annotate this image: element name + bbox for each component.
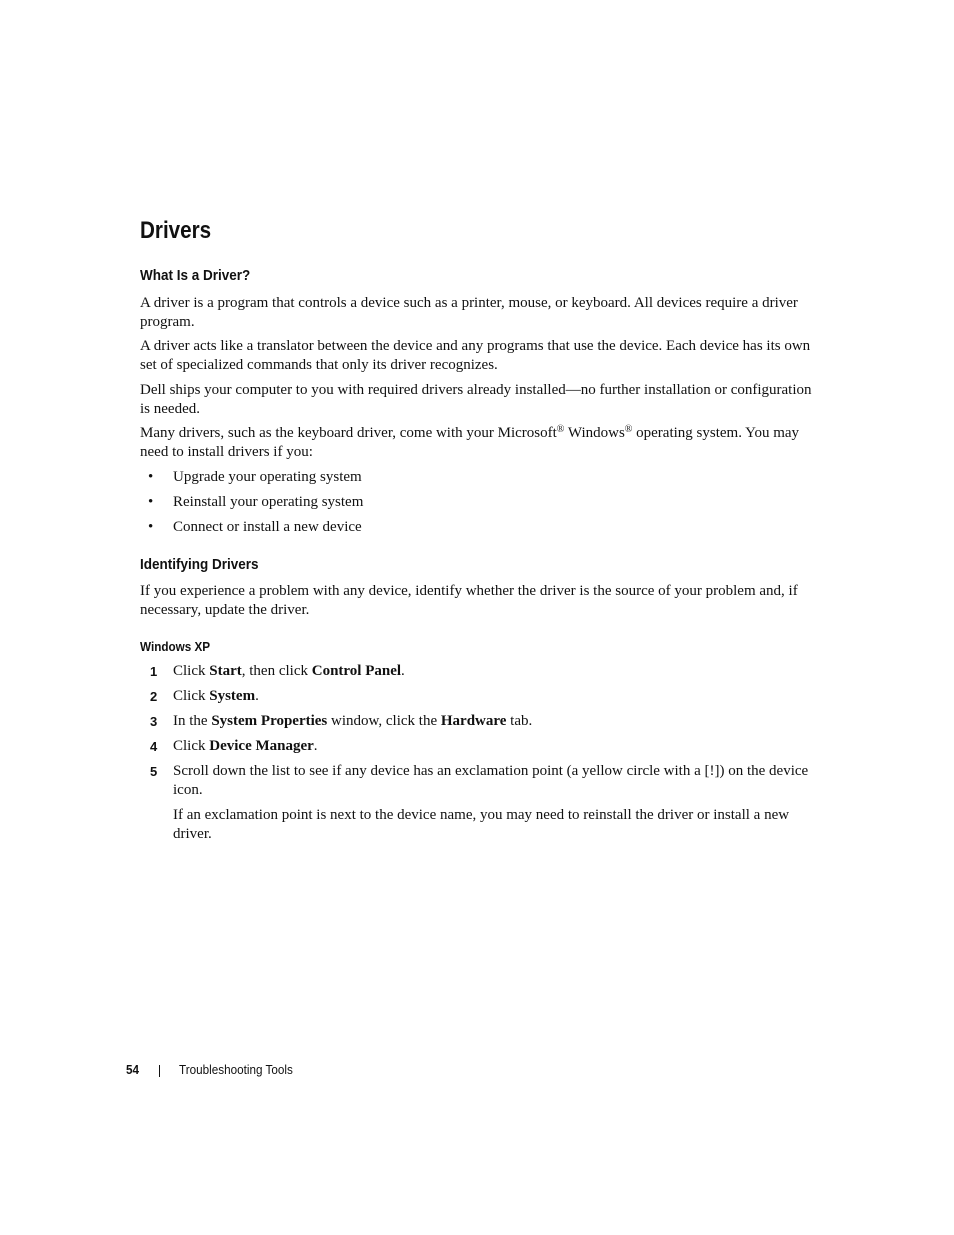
list-item-text: Upgrade your operating system (173, 469, 362, 485)
step-number: 4 (150, 739, 158, 754)
paragraph-many-drivers-part2: Windows (564, 425, 625, 441)
section-heading-what-is-driver: What Is a Driver? (140, 267, 251, 284)
paragraph-many-drivers (140, 424, 815, 462)
ui-term-start: Start (209, 663, 242, 679)
footer-section-title: Troubleshooting Tools (179, 1062, 293, 1077)
list-item-text: Connect or install a new device (173, 519, 362, 535)
bullet-icon: • (148, 519, 154, 535)
step-number: 3 (150, 714, 158, 729)
footer-divider (159, 1065, 160, 1077)
registered-mark: ® (556, 424, 565, 435)
page-footer (0, 1061, 954, 1081)
list-item-text: Reinstall your operating system (173, 494, 364, 510)
ui-term-device-manager: Device Manager (209, 738, 314, 754)
step-text: Click Device Manager. (173, 738, 318, 754)
step-number: 5 (150, 764, 158, 779)
step-text: Click System. (173, 688, 259, 704)
page-title: Drivers (140, 217, 212, 244)
paragraph-many-drivers-part3: operating system. You may need to install drivers if you: (140, 425, 800, 460)
ui-term-system-properties: System Properties (211, 713, 328, 729)
step-note-text: If an exclamation point is next to the device name, you may need to reinstall the driver or install a new driver. (173, 807, 790, 842)
step-text: Scroll down the list to see if any device has an exclamation point (a yellow circle with a [!]) on the device icon. (173, 763, 809, 798)
bullet-icon: • (148, 469, 154, 485)
ui-term-system: System (209, 688, 256, 704)
step-number: 1 (150, 664, 158, 679)
step-text: In the System Properties window, click the Hardware tab. (173, 713, 533, 729)
paragraph-identify-problem: If you experience a problem with any device, identify whether the driver is the source of your problem and, if necessary, update the driver. (140, 583, 798, 618)
step-number: 2 (150, 689, 158, 704)
paragraph-dell-ships-drivers: Dell ships your computer to you with required drivers already installed—no further installation or configuration is needed. (140, 382, 812, 417)
ui-term-hardware: Hardware (440, 713, 507, 729)
step-text: Click Start, then click Control Panel. (173, 663, 405, 679)
subheading-windows-xp: Windows XP (140, 639, 211, 654)
section-heading-identifying-drivers: Identifying Drivers (140, 556, 259, 573)
paragraph-driver-definition: A driver is a program that controls a device such as a printer, mouse, or keyboard. All devices require a driver program. (140, 295, 798, 330)
registered-mark: ® (624, 424, 633, 435)
bullet-icon: • (148, 494, 154, 510)
ui-term-control-panel: Control Panel (311, 663, 402, 679)
paragraph-many-drivers-part1: Many drivers, such as the keyboard driver, come with your Microsoft (140, 425, 557, 441)
paragraph-driver-translator: A driver acts like a translator between the device and any programs that use the device. Each device has its own set of specialized commands that only its driver recognizes. (140, 338, 811, 373)
page-number: 54 (126, 1062, 140, 1077)
